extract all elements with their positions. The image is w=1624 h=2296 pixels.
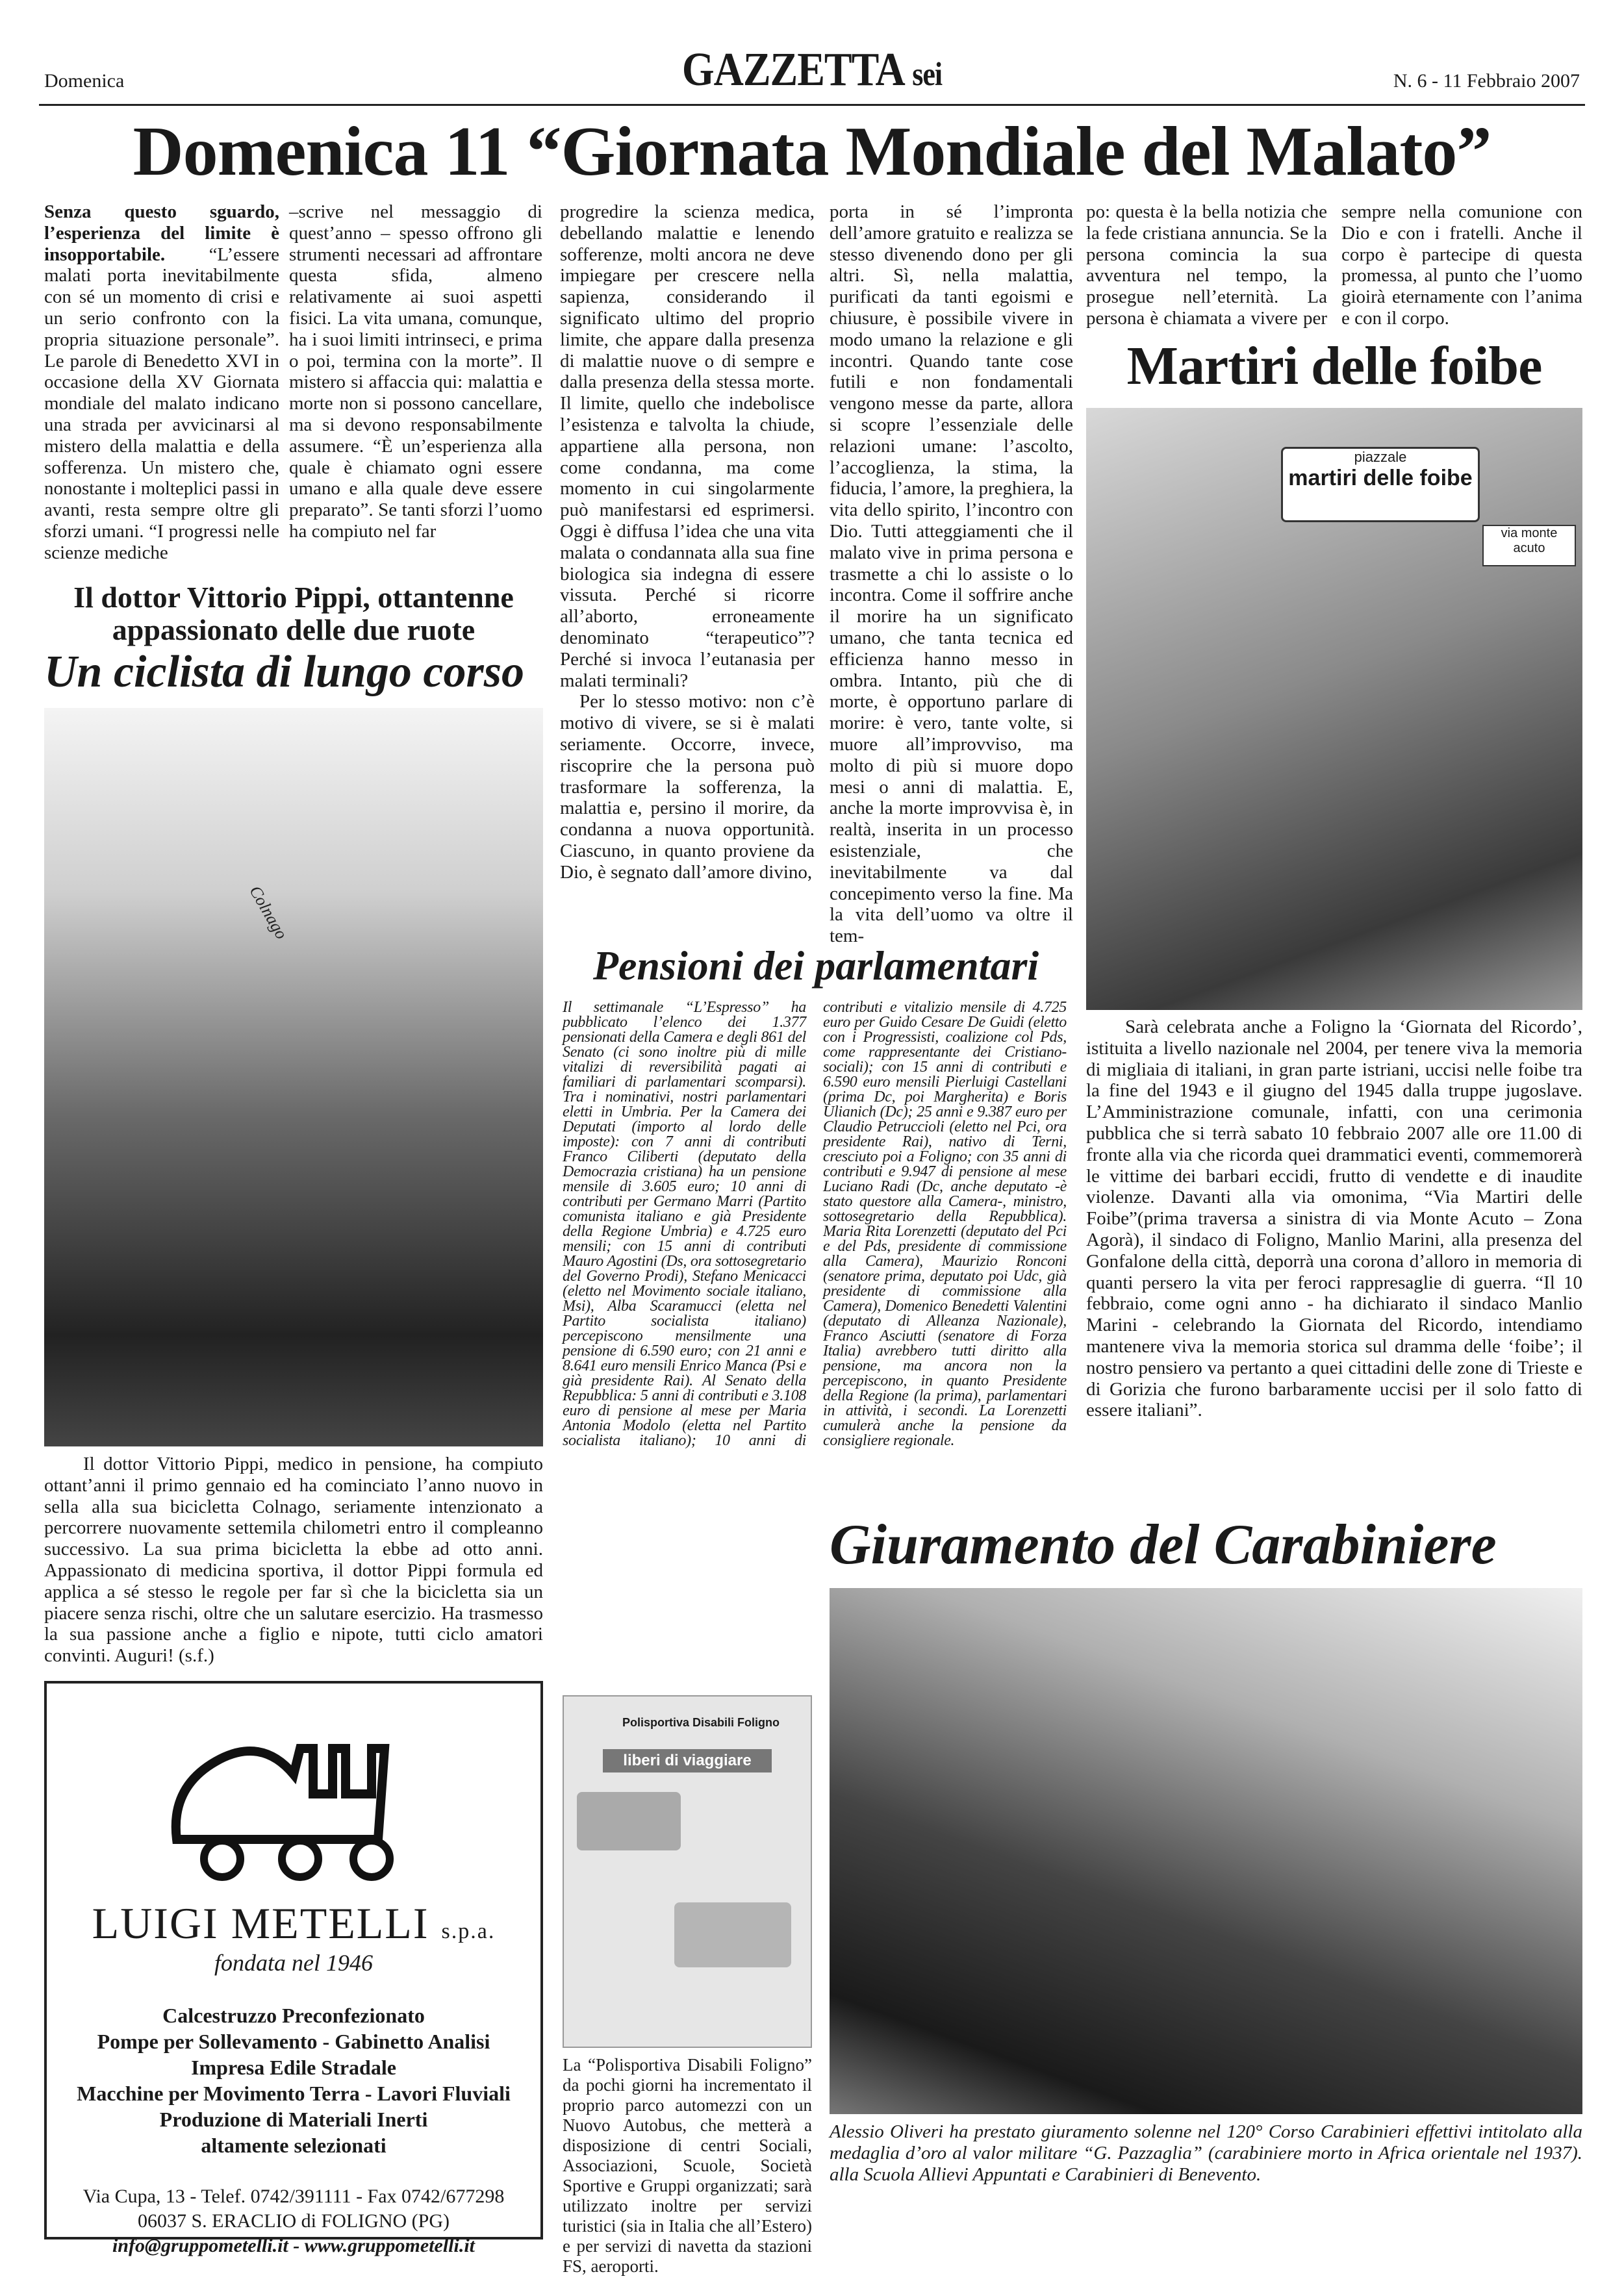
polisportiva-ad-header: Polisportiva Disabili Foligno bbox=[622, 1716, 780, 1729]
ciclista-caption-text: Il dottor Vittorio Pippi, medico in pensione, ha compiuto ottant’anni il primo gennaio ed ha cominciato l’anno nuovo in sella alla sua bicicletta Colnago, seriamente intenzionato a percorrere nuovamente settemila chilometri entro il compleanno successivo. La sua prima bicicletta la ebbe ad otto anni. Appassionato di medicina sportiva, il dottor Pippi formula ed applica a sé stesso le regole per far sì che la bicicletta sia un piacere senza rischi, oltre che un salutare esercizio. Ha trasmesso la sua passione anche a figlio e nipote, tutti ciclo amatori convinti. Auguri! (s.f.) bbox=[44, 1454, 543, 1667]
metelli-city: 06037 S. ERACLIO di FOLIGNO (PG) bbox=[138, 2210, 450, 2232]
metelli-service: altamente selezionati bbox=[201, 2134, 387, 2157]
metelli-advertisement bbox=[44, 1681, 543, 2256]
foibe-text: Sarà celebrata anche a Foligno la ‘Giornata del Ricordo’, istituita a livello nazionale nel 2004, per tenere viva la memoria di migliaia di italiani, in gran parte istriani, uccisi nelle foibe tra la fine del 1943 e il giugno del 1945 dalla truppe jugoslave. L’Amministrazione comunale, infatti, con una cerimonia pubblica che si terrà sabato 10 febbraio 2007 alle ore 11.00 di fronte alla via che ricorda quei drammatici eventi, commemorerà le vittime dei barbari eccidi, frutto di vendette e di inaudite violenze. Davanti alla via omonima, “Via Martiri delle Foibe”(prima traversa a sinistra di via Monte Acuto – Zona Agorà), il sindaco di Foligno, Manlio Marini, alla presenza del Gonfalone della città, deporrà una corona d’alloro in memoria di quanti persero la vita per feroci rappresaglie di guerra. “Il 10 febbraio, come ogni anno - ha dichiarato il sindaco Manlio Marini - celebrando la Giornata del Ricordo, intendiamo mantenere viva la memoria storica sul dramma delle ‘foibe’; il nostro pensiero va pertanto a quei cittadini delle zone di Trieste e di Gorizia che furono barbaramente uccisi per il solo fatto di essere italiani”. bbox=[1086, 1016, 1582, 1421]
malato-text-1: “L’essere malati porta inevitabilmente con sé un momento di crisi e un serio confronto con la propria situazione personale”. Le parole di Benedetto XVI in occasione della XV Giornata mondiale del malato indicano una strada per avvicinarsi al mistero della malattia e della sofferenza. Un mistero che, nonostante i molteplici passi in avanti, resta sempre oltre gli sforzi umani. “I progressi nelle scienze mediche bbox=[44, 244, 279, 563]
foibe-title: Martiri delle foibe bbox=[1126, 336, 1542, 396]
malato-col-1 bbox=[44, 201, 279, 564]
metelli-service: Calcestruzzo Preconfezionato bbox=[162, 2004, 425, 2027]
metelli-service: Produzione di Materiali Inerti bbox=[159, 2108, 428, 2131]
street-sign bbox=[1281, 447, 1480, 522]
malato-text-3b: Per lo stesso motivo: non c’è motivo di vivere, se si è malati seriamente. Occorre, invece, riscoprire che la persona può trasformare la sofferenza, la malattia e, persino il morire, da condanna a nuova opportunità. Ciascuno, in quanto proviene da Dio, è segnato dall’amore divino, bbox=[560, 691, 815, 883]
carabiniere-caption-text: Alessio Oliveri ha prestato giuramento solenne nel 120° Corso Carabinieri effettivi intitolato alla medaglia d’oro al valor militare “G. Pazzaglia” (carabiniere morto in Africa orientale nel 1937). alla Scuola Allievi Appuntati e Carabinieri di Benevento. bbox=[830, 2121, 1582, 2185]
page-day: Domenica bbox=[44, 70, 125, 92]
metelli-name-text: LUIGI METELLI bbox=[92, 1899, 429, 1948]
metelli-service: Macchine per Movimento Terra - Lavori Fluviali bbox=[77, 2082, 511, 2105]
street-sign-top: piazzale bbox=[1354, 449, 1407, 465]
metelli-web[interactable]: info@gruppometelli.it - www.gruppometelli.it bbox=[112, 2235, 476, 2256]
ciclista-caption bbox=[44, 1454, 543, 1667]
malato-col-2 bbox=[289, 201, 542, 542]
malato-col-4 bbox=[830, 201, 1073, 947]
bus-image bbox=[674, 1902, 791, 1967]
carabiniere-caption bbox=[830, 2121, 1582, 2185]
malato-text-3a: progredire la scienza medica, debellando malattie e lenendo sofferenze, molti ancora ne deve impiegare per crescere nella sapienza, considerando il significato ultimo del proprio limite, che appare dalla presenza di malattie nuove o di sempre e dalla presenza della stessa morte. Il limite, quello che indebolisce l’esistenza e talvolta la chiude, appartiene alla persona, non come condanna, ma come momento in cui singolarmente può manifestarsi ed esprimersi. Oggi è diffusa l’idea che una vita malata o condannata alla sua fine biologica sia indegna di essere vissuta. Perché si ricorre all’aborto, erroneamente denominato “terapeutico”? Perché si invoca l’eutanasia per malati terminali? bbox=[560, 201, 815, 691]
carabiniere-photo bbox=[830, 1588, 1582, 2114]
foibe-ceremony-photo bbox=[1086, 408, 1582, 1010]
bus-image bbox=[577, 1792, 681, 1850]
polisportiva-ad-slogan: liberi di viaggiare bbox=[603, 1749, 772, 1772]
malato-text-5: po: questa è la bella notizia che la fede cristiana annuncia. Se la persona comincia la sua avventura nel tempo, la prosegue nell’eternità. La persona è chiamata a vivere per sempre nella comunione con Dio e con i fratelli. Anche il corpo è partecipe di questa promessa, al punto che l’uomo gioirà eternamente con l’anima e con il corpo. bbox=[1086, 201, 1582, 329]
metelli-address: Via Cupa, 13 - Telef. 0742/391111 - Fax 0742/677298 bbox=[82, 2186, 505, 2207]
carabiniere-title: Giuramento del Carabiniere bbox=[830, 1513, 1497, 1576]
masthead-suffix: sei bbox=[912, 56, 943, 93]
malato-text-2: –scrive nel messaggio di quest’anno – spesso offrono gli strumenti necessari ad affrontare questa sfida, almeno relativamente ai suoi aspetti fisici. La vita umana, comunque, ha i suoi limiti intrinseci, e prima o poi, termina con la morte”. Il mistero si affaccia qui: malattia e morte non si possono cancellare, ma si devono responsabilmente assumere. “È un’esperienza alla quale è chiamato ogni essere umano e alla quale deve essere preparato”. Se tanti sforzi l’uomo ha compiuto nel far bbox=[289, 201, 542, 542]
metelli-founded: fondata nel 1946 bbox=[214, 1950, 373, 1976]
masthead-title: GAZZETTA bbox=[681, 42, 903, 96]
malato-col-3 bbox=[560, 201, 815, 883]
metelli-name bbox=[47, 1898, 540, 1949]
metelli-suffix: s.p.a. bbox=[441, 1919, 496, 1943]
masthead bbox=[0, 42, 1624, 97]
cyclist-photo bbox=[44, 708, 543, 1446]
header-rule bbox=[39, 104, 1585, 106]
pensioni-title: Pensioni dei parlamentari bbox=[592, 942, 1039, 989]
cart-logo-icon bbox=[164, 1722, 424, 1885]
pensioni-text: Il settimanale “L’Espresso” ha pubblicato l’elenco dei 1.377 pensionati della Camera e degli 861 del Senato (ci sono inoltre più di mille vitalizi di reversibilità pagati ai familiari di parlamentari scomparsi). Tra i nominativi, nostri parlamentari eletti in Umbria. Per la Camera dei Deputati (importo al lordo delle imposte): con 7 anni di contributi Franco Ciliberti (deputato della Democrazia cristiana) ha un pensione mensile di 3.605 euro; 10 anni di contributi per Germano Marri (Partito comunista italiano e già Presidente della Regione Umbria) e 4.725 euro mensili; con 15 anni di contributi Mauro Agostini (Ds, ora sottosegretario del Governo Prodi), Stefano Menicacci (eletto nel Movimento sociale italiano, Msi), Alba Scaramucci (eletta nel Partito socialista italiano) percepiscono mensilmente una pensione di 6.590 euro; con 21 anni e 8.641 euro mensili Enrico Manca (Psi e già presidente Rai). Al Senato della Repubblica: 5 anni di contributi e 3.108 euro di pensione al mese per Maria Antonia Modolo (eletta nel Partito socialista italiano); 10 anni di contributi e vitalizio mensile di 4.725 euro per Guido Cesare De Guidi (eletto con i Progressisti, coalizione col Pds, come rappresentante dei Cristiano-sociali); con 15 anni di contributi e 6.590 euro mensili Pierluigi Castellani (prima Dc, poi Margherita) e Boris Ulianich (Dc); 25 anni e 9.387 euro per Claudio Petruccioli (eletto nel Pci, ora presidente Rai), nativo di Terni, cresciuto poi a Foligno; con 35 anni di contributi e 9.947 di pensione al mese Luciano Radi (Dc, anche deputato -è stato questore alla Camera-, ministro, sottosegretario della Repubblica). Maria Rita Lorenzetti (deputato del Pci e del Pds, presidente di commissione alla Camera), Maurizio Ronconi (senatore prima, deputato poi Udc, già presidente di commissione alla Camera), Domenico Benedetti Valentini (deputato di Alleanza Nazionale), Franco Asciutti (senatore di Forza Italia) avrebbero tutti diritto alla pensione, ma ancora non la percepiscono, in quanto Presidente della Regione (la prima), parlamentari in attività, i secondi. La Lorenzetti cumulerà anche la pensione da consigliere regionale. bbox=[563, 999, 1067, 1449]
street-sign-main: martiri delle foibe bbox=[1288, 466, 1473, 490]
foibe-article bbox=[1086, 1016, 1582, 1421]
malato-text-4: porta in sé l’impronta dell’amore gratuito e realizza se stesso divenendo dono per gli altri. Sì, nella malattia, purificati da tanti egoismi e chiusure, è possibile vivere in modo umano la relazione e gli incontri. Quando tante cose futili e non fondamentali vengono messe da parte, allora si scopre l’essenziale delle relazioni umane: l’ascolto, l’accoglienza, la stima, la fiducia, l’amore, la preghiera, la vita dello spirito, l’incontro con Dio. Tutti atteggiamenti che il malato vive in prima persona e trasmette a chi lo assiste o lo incontra. Come il soffrire anche il morire ha un significato umano, che tanta tecnica ed efficienza hanno messo in ombra. Intanto, più che di morte, è opportuno parlare di morire: è vero, tante volte, si muore all’improvviso, ma molto di più si muore dopo mesi o anni di malattia. E, anche la morte improvvisa è, in realtà, inserita in un processo esistenziale, che inevitabilmente va dal concepimento verso la fine. Ma la vita dell’uomo va oltre il tem- bbox=[830, 201, 1073, 947]
pensioni-article bbox=[563, 1000, 1067, 1448]
main-headline: Domenica 11 “Giornata Mondiale del Malato” bbox=[133, 113, 1491, 190]
polisportiva-caption-text: La “Polisportiva Disabili Foligno” da pochi giorni ha incrementato il proprio parco automezzi con un Nuovo Autobus, che metterà a disposizione di centri Sociali, Associazioni, Scuole, Società Sportive e Gruppi organizzati; sarà utilizzato inoltre per servizi turistici (sia in Italia che all’Estero) e per servizi di navetta da stazioni FS, aeroporti. bbox=[563, 2055, 812, 2276]
jersey-brand: Colnago bbox=[246, 882, 292, 942]
polisportiva-ad-image bbox=[563, 1695, 812, 2048]
metelli-service: Pompe per Sollevamento - Gabinetto Analisi bbox=[97, 2030, 490, 2053]
polisportiva-caption bbox=[563, 2055, 812, 2277]
malato-col-5 bbox=[1086, 201, 1582, 329]
malato-lead: Senza questo sguardo, l’esperienza del limite è insopportabile. bbox=[44, 201, 279, 265]
ciclista-kicker: Il dottor Vittorio Pippi, ottantenne appassionato delle due ruote bbox=[73, 581, 514, 646]
issue-info: N. 6 - 11 Febbraio 2007 bbox=[1393, 70, 1580, 92]
metelli-service: Impresa Edile Stradale bbox=[191, 2056, 396, 2079]
ciclista-title: Un ciclista di lungo corso bbox=[44, 647, 524, 697]
street-sign-side: via monte acuto bbox=[1482, 525, 1576, 566]
